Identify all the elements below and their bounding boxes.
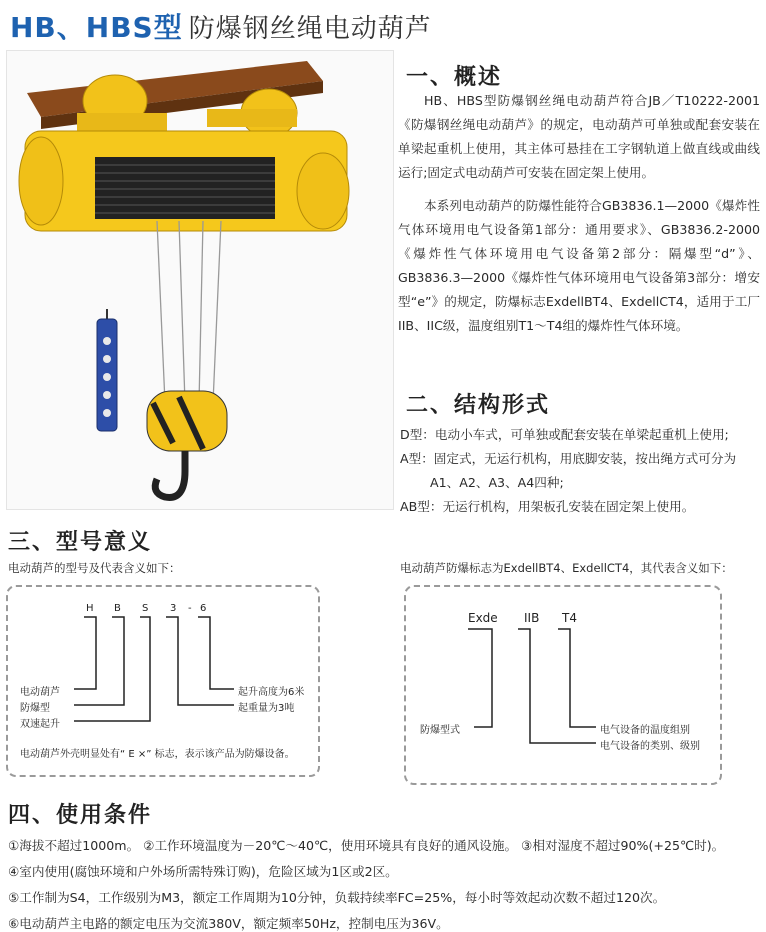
section1-paragraph-1: HB、HBS型防爆钢丝绳电动葫芦符合JB／T10222-2001《防爆钢丝绳电动葫芦》的规定，电动葫芦可单独或配套安装在单梁起重机上使用，其主体可悬挂在工字钢轨道上做直线或曲线运行;固定式电动葫芦可安装在固定架上使用。: [398, 93, 760, 180]
structure-line-a: A型：固定式，无运行机构，用底脚安装，按出绳方式可分为: [400, 451, 737, 466]
condition-line-4: ⑥电动葫芦主电路的额定电压为交流380V，额定频率50Hz，控制电压为36V。: [8, 916, 449, 931]
code-s: S: [142, 603, 149, 614]
code-3: 3: [170, 603, 177, 614]
motor-end-cap: [19, 137, 63, 225]
page-title: HB、HBS型 防爆钢丝绳电动葫芦: [10, 11, 432, 44]
wire-rope-drum: [95, 157, 275, 219]
structure-line-a-types: A1、A2、A3、A4四种;: [430, 475, 564, 490]
code-exde: Exde: [468, 611, 498, 625]
label-protection-type: 防爆型式: [420, 725, 460, 736]
code-h: H: [86, 603, 94, 614]
hook: [155, 451, 185, 497]
label-lift-height: 起升高度为6米: [238, 687, 305, 698]
label-note: 电动葫芦外壳明显处有“ E ×” 标志，表示该产品为防爆设备。: [20, 749, 295, 760]
label-equipment-group: 电气设备的类别、级别: [600, 741, 700, 752]
structure-line-d: D型：电动小车式，可单独或配套安装在单梁起重机上使用;: [400, 427, 729, 442]
section1-body: [398, 89, 760, 338]
condition-line-1: ①海拔不超过1000m。 ②工作环境温度为－20℃～40℃，使用环境具有良好的通风设施。 ③相对湿度不超过90%(+25℃时)。: [8, 838, 725, 853]
label-explosion-proof: 防爆型: [20, 703, 50, 714]
code-dash: -: [188, 603, 192, 614]
structure-line-ab: AB型：无运行机构，用架板孔安装在固定架上使用。: [400, 499, 695, 514]
model-caption: 电动葫芦的型号及代表含义如下：: [8, 561, 181, 575]
explosion-mark-caption: 电动葫芦防爆标志为ExdellBT4、ExdellCT4，其代表含义如下：: [400, 561, 733, 575]
label-temperature-class: 电气设备的温度组别: [600, 725, 690, 736]
label-capacity: 起重量为3吨: [238, 703, 295, 714]
code-t4: T4: [562, 611, 577, 625]
code-iib: IIB: [524, 611, 540, 625]
section1-heading: 一、概述: [406, 65, 503, 90]
explosion-mark-diagram: [404, 585, 722, 785]
model-diagram: [6, 585, 320, 777]
section2-heading: 二、结构形式: [406, 393, 551, 418]
condition-line-2: ④室内使用(腐蚀环境和户外场所需特殊订购)，危险区域为1区或2区。: [8, 864, 398, 879]
section1-paragraph-2: 本系列电动葫芦的防爆性能符合GB3836.1—2000《爆炸性气体环境用电气设备第1部分：通用要求》、GB3836.2-2000《爆炸性气体环境用电气设备第2部分：隔爆型“d”》、GB3836.3—2000《爆炸性气体环境用电气设备第3部分：增安型“e”》的规定，防爆标志ExdellBT4、ExdellCT4，适用于工厂IIB、IIC级，温度组别T1～T4组的爆炸性气体环境。: [398, 198, 760, 333]
section3-heading: 三、型号意义: [8, 530, 153, 555]
gearbox: [297, 153, 349, 229]
label-dual-speed: 双速起升: [20, 719, 60, 730]
product-image: [6, 50, 394, 510]
section4-heading: 四、使用条件: [8, 803, 153, 828]
code-b: B: [114, 603, 121, 614]
mark-connector-lines: [406, 587, 720, 783]
code-6: 6: [200, 603, 207, 614]
label-hoist: 电动葫芦: [20, 687, 60, 698]
condition-line-3: ⑤工作制为S4，工作级别为M3，额定工作周期为10分钟，负载持续率FC=25%，每小时等效起动次数不超过120次。: [8, 890, 666, 905]
hoist-illustration: [7, 51, 393, 509]
